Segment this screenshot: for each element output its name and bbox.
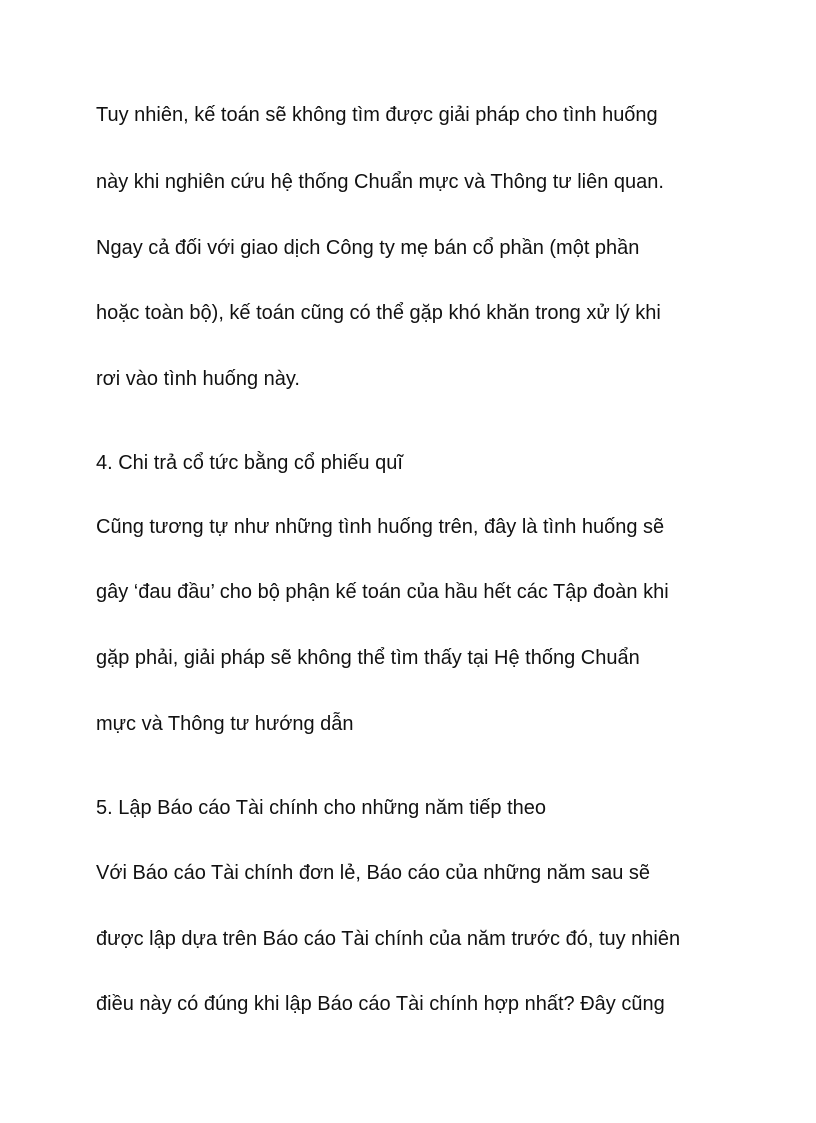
text-line: Với Báo cáo Tài chính đơn lẻ, Báo cáo của những năm sau sẽ xyxy=(96,862,651,884)
text-line: Cũng tương tự như những tình huống trên, đây là tình huống sẽ xyxy=(96,516,665,538)
text-line: điều này có đúng khi lập Báo cáo Tài chính hợp nhất? Đây cũng xyxy=(96,993,665,1015)
section-heading-5: 5. Lập Báo cáo Tài chính cho những năm tiếp theo xyxy=(96,797,546,819)
text-line: rơi vào tình huống này. xyxy=(96,368,300,390)
text-line: gây ‘đau đầu’ cho bộ phận kế toán của hầu hết các Tập đoàn khi xyxy=(96,581,669,603)
text-line: gặp phải, giải pháp sẽ không thể tìm thấy tại Hệ thống Chuẩn xyxy=(96,647,640,669)
text-line: Tuy nhiên, kế toán sẽ không tìm được giải pháp cho tình huống xyxy=(96,104,658,126)
text-line: được lập dựa trên Báo cáo Tài chính của năm trước đó, tuy nhiên xyxy=(96,928,681,950)
section-heading-4: 4. Chi trả cổ tức bằng cổ phiếu quĩ xyxy=(96,452,403,474)
text-line: mực và Thông tư hướng dẫn xyxy=(96,713,354,735)
text-line: này khi nghiên cứu hệ thống Chuẩn mực và Thông tư liên quan. xyxy=(96,171,664,193)
text-line: Ngay cả đối với giao dịch Công ty mẹ bán cổ phần (một phần xyxy=(96,237,640,259)
text-line: hoặc toàn bộ), kế toán cũng có thể gặp khó khăn trong xử lý khi xyxy=(96,302,661,324)
